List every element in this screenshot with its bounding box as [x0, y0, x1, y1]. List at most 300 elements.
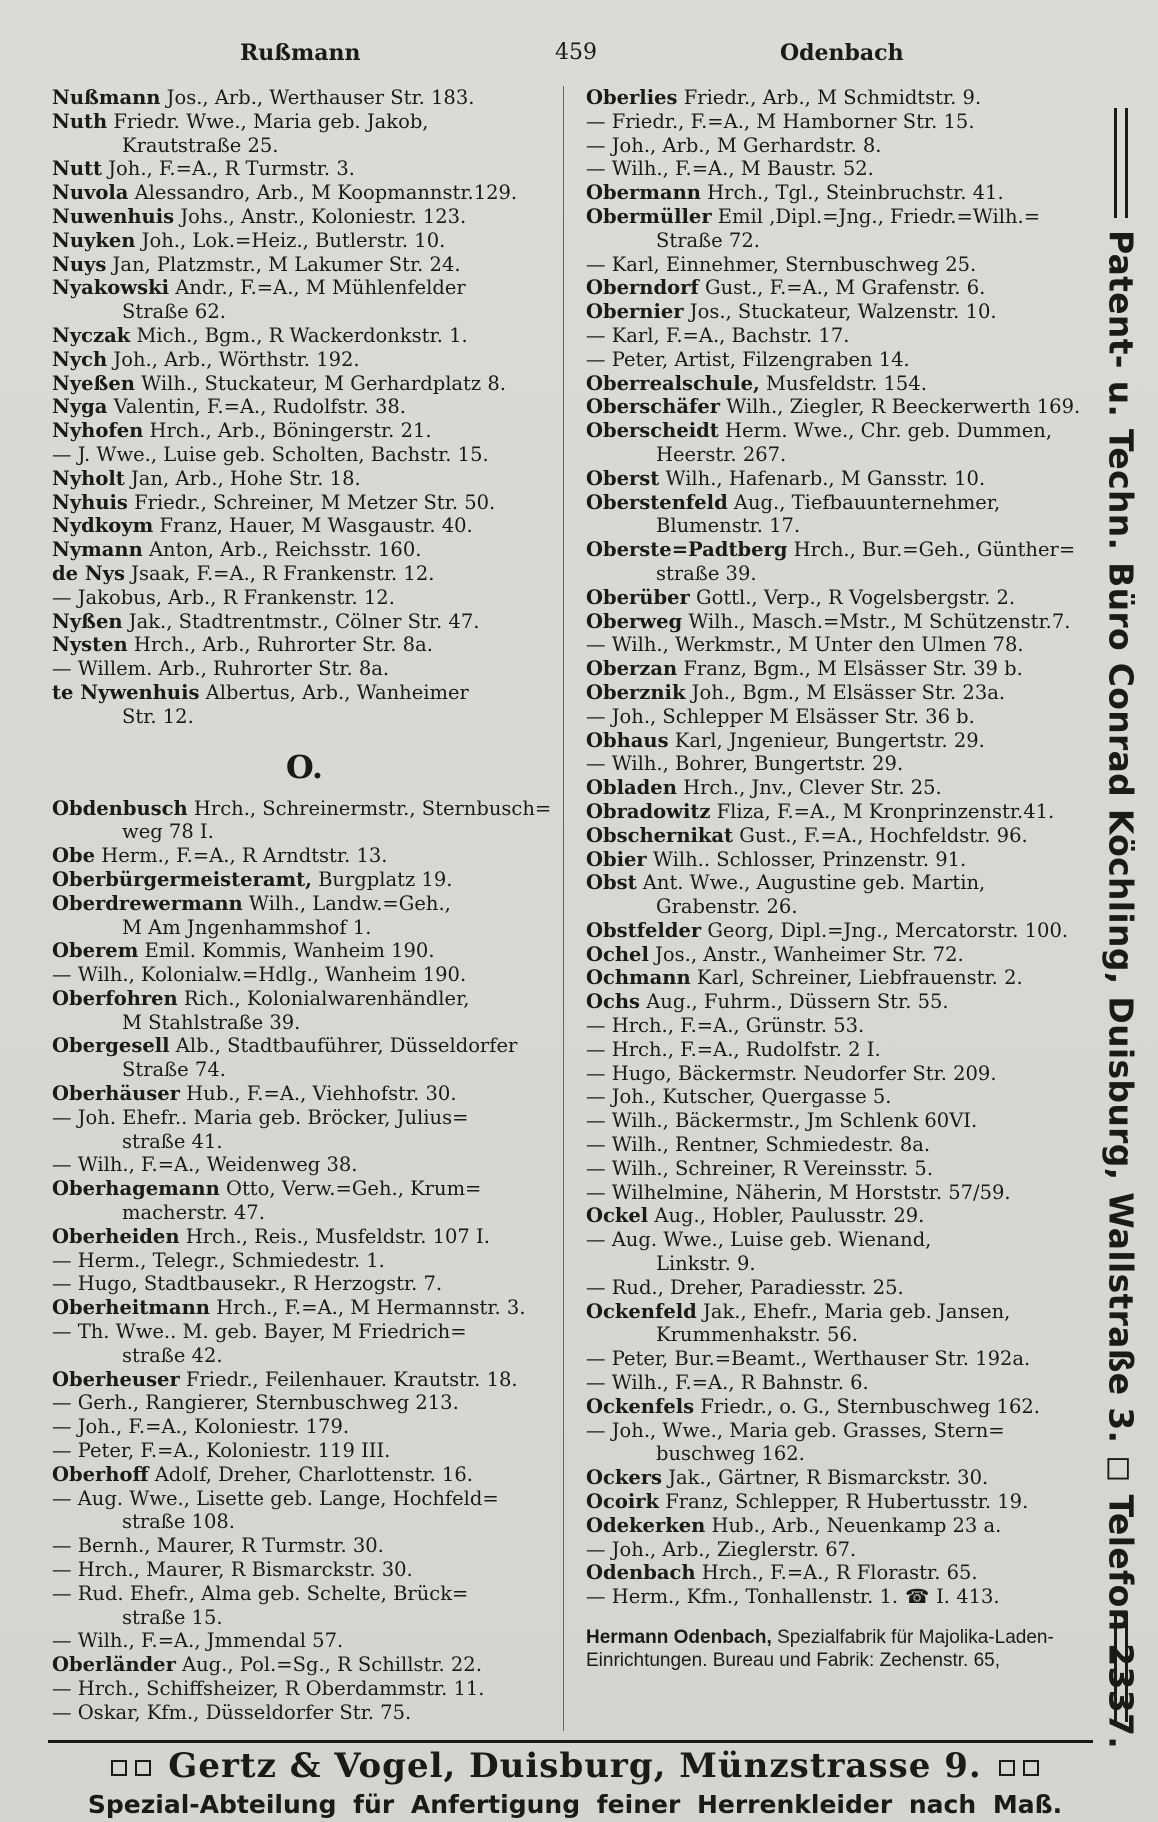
entry-details: Aug., Fuhrm., Düssern Str. 55.	[640, 990, 949, 1014]
entry-surname: Oberheiden	[52, 1224, 180, 1248]
entry-details: — Rud., Dreher, Paradiesstr. 25.	[586, 1275, 904, 1299]
directory-entry	[52, 916, 557, 940]
entry-surname: Oberdrewermann	[52, 891, 243, 915]
directory-entry	[586, 134, 1086, 158]
entry-details: Herm. Wwe., Chr. geb. Dummen,	[718, 419, 1053, 443]
entry-continuation: M Am Jngenhammshof 1.	[122, 915, 372, 939]
directory-entry	[52, 395, 557, 419]
sidebar-advert-text: Patent- u. Techn. Büro Conrad Köchling, Duisburg, Wallstraße 3. ◻ Telefon 2337.	[1101, 230, 1141, 1750]
entry-details: Hrch., F.=A., M Hermannstr. 3.	[209, 1296, 526, 1320]
directory-entry	[586, 752, 1086, 776]
entry-surname: Oberem	[52, 939, 139, 963]
directory-entry	[586, 1109, 1086, 1133]
entry-surname: Obernier	[586, 300, 684, 324]
footer-advert-line1	[55, 1746, 1095, 1786]
entry-continuation: straße 41.	[122, 1129, 223, 1153]
directory-entry	[52, 1130, 557, 1154]
entry-details: — Bernh., Maurer, R Turmstr. 30.	[52, 1534, 384, 1558]
directory-entry	[586, 1585, 1086, 1609]
directory-entry	[52, 657, 557, 681]
directory-entry	[52, 491, 557, 515]
directory-entry	[52, 1439, 557, 1463]
directory-entry	[586, 824, 1086, 848]
entry-details: Joh., Arb., Wörthstr. 192.	[107, 347, 360, 371]
entry-continuation: Blumenstr. 17.	[656, 514, 801, 538]
entry-surname: Oberste=Padtberg	[586, 538, 788, 562]
entry-details: Herm., F.=A., R Arndtstr. 13.	[95, 844, 388, 868]
entry-details: Wilh.. Schlosser, Prinzenstr. 91.	[646, 847, 967, 871]
directory-entry	[586, 1419, 1086, 1443]
square-bullet-icon	[999, 1760, 1015, 1776]
directory-entry	[586, 776, 1086, 800]
entry-details: Friedr., Schreiner, M Metzer Str. 50.	[127, 490, 496, 514]
directory-entry	[52, 844, 557, 868]
directory-entry	[52, 253, 557, 277]
entry-continuation: straße 42.	[122, 1343, 223, 1367]
entry-details: Hrch., Reis., Musfeldstr. 107 I.	[179, 1224, 490, 1248]
entry-surname: Nyczak	[52, 323, 131, 347]
entry-details: Burgplatz 19.	[311, 867, 453, 891]
directory-entry	[52, 1058, 557, 1082]
directory-entry	[586, 1038, 1086, 1062]
directory-entry	[52, 820, 557, 844]
entry-details: — Willem. Arb., Ruhrorter Str. 8a.	[52, 657, 390, 681]
entry-continuation: straße 108.	[122, 1510, 235, 1534]
directory-entry	[52, 1391, 557, 1415]
entry-surname: Nuwenhuis	[52, 204, 175, 228]
directory-entry	[586, 848, 1086, 872]
directory-entry	[52, 1272, 557, 1296]
entry-details: — Wilhelmine, Näherin, M Horststr. 57/59.	[586, 1180, 1011, 1204]
entry-surname: Obe	[52, 844, 96, 868]
entry-details: Gust., F.=A., M Grafenstr. 6.	[698, 276, 986, 300]
directory-entry	[52, 963, 557, 987]
entry-details: — J. Wwe., Luise geb. Scholten, Bachstr. 15.	[52, 442, 489, 466]
page-header	[55, 40, 1075, 70]
directory-entry	[586, 800, 1086, 824]
directory-entry	[586, 1228, 1086, 1252]
directory-entry	[586, 1323, 1086, 1347]
directory-entry	[586, 1204, 1086, 1228]
entry-details: — Karl, Einnehmer, Sternbuschweg 25.	[586, 252, 977, 276]
entry-surname: Oberhagemann	[52, 1177, 220, 1201]
entry-surname: Obier	[586, 847, 647, 871]
right-column	[586, 86, 1086, 1672]
directory-entry	[52, 797, 557, 821]
directory-entry	[52, 1629, 557, 1653]
entry-details: — Wilh., Schreiner, R Vereinsstr. 5.	[586, 1156, 934, 1180]
entry-details: Albertus, Arb., Wanheimer	[199, 680, 469, 704]
entry-surname: Obschernikat	[586, 823, 734, 847]
entry-details: — Hrch., F.=A., Grünstr. 53.	[586, 1014, 865, 1038]
directory-entry	[586, 1252, 1086, 1276]
directory-entry	[586, 491, 1086, 515]
entry-details: Franz, Schlepper, R Hubertusstr. 19.	[659, 1490, 1029, 1514]
directory-entry	[52, 1344, 557, 1368]
entry-surname: Nußmann	[52, 86, 161, 109]
entry-details: Friedr., Feilenhauer. Krautstr. 18.	[179, 1367, 518, 1391]
directory-entry	[52, 229, 557, 253]
entry-details: — Aug. Wwe., Lisette geb. Lange, Hochfeld=	[52, 1486, 499, 1510]
directory-entry	[52, 1534, 557, 1558]
directory-entry	[52, 181, 557, 205]
directory-entry	[586, 372, 1086, 396]
entry-details: Hrch., Tgl., Steinbruchstr. 41.	[700, 181, 1004, 205]
directory-entry	[586, 157, 1086, 181]
entry-surname: te Nywenhuis	[52, 680, 200, 704]
entry-continuation: Krautstraße 25.	[122, 133, 279, 157]
entry-surname: Ockenfeld	[586, 1299, 697, 1323]
entry-surname: Ochs	[586, 990, 641, 1014]
directory-entry	[586, 514, 1086, 538]
entry-details: — Peter, F.=A., Koloniestr. 119 III.	[52, 1439, 391, 1463]
entry-continuation: weg 78 I.	[122, 820, 214, 844]
directory-entry	[586, 276, 1086, 300]
entry-details: Gust., F.=A., Hochfeldstr. 96.	[733, 823, 1028, 847]
entry-surname: Oberüber	[586, 585, 690, 609]
entry-details: Joh., Lok.=Heiz., Butlerstr. 10.	[135, 228, 446, 252]
directory-entry	[586, 1561, 1086, 1585]
directory-entry	[52, 1582, 557, 1606]
directory-entry	[52, 1011, 557, 1035]
entry-details: — Friedr., F.=A., M Hamborner Str. 15.	[586, 109, 975, 133]
directory-entry	[52, 134, 557, 158]
directory-entry	[52, 1177, 557, 1201]
page-number: 459	[555, 40, 597, 65]
entry-surname: Oberzan	[586, 657, 678, 681]
entry-surname: Oberländer	[52, 1653, 176, 1677]
entry-details: — Joh., Arb., M Gerhardstr. 8.	[586, 133, 882, 157]
directory-entry	[586, 205, 1086, 229]
entry-details: — Joh. Ehefr.. Maria geb. Bröcker, Julius=	[52, 1105, 469, 1129]
directory-entry	[586, 943, 1086, 967]
entry-details: Jak., Ehefr., Maria geb. Jansen,	[696, 1299, 1011, 1323]
entry-details: — Rud. Ehefr., Alma geb. Schelte, Brück=	[52, 1581, 469, 1605]
entry-details: Karl, Jngenieur, Bungertstr. 29.	[668, 728, 985, 752]
entry-details: Georg, Dipl.=Jng., Mercatorstr. 100.	[701, 918, 1069, 942]
entry-details: — Jakobus, Arb., R Frankenstr. 12.	[52, 585, 395, 609]
entry-surname: Nyakowski	[52, 276, 169, 300]
entry-details: Hub., Arb., Neuenkamp 23 a.	[705, 1513, 1002, 1537]
entry-continuation: macherstr. 47.	[122, 1201, 265, 1225]
entry-surname: Oberbürgermeisteramt,	[52, 867, 312, 891]
footer-advert-firm: Gertz & Vogel, Duisburg, Münzstrasse 9.	[168, 1746, 982, 1786]
sidebar-advert	[1092, 100, 1150, 1750]
entry-details: Emil ,Dipl.=Jng., Friedr.=Wilh.=	[711, 204, 1041, 228]
directory-entry	[52, 1487, 557, 1511]
entry-surname: Obst	[586, 871, 637, 895]
entry-details: — Wilh., F.=A., Weidenweg 38.	[52, 1153, 358, 1177]
advert-block	[586, 1627, 1086, 1672]
entry-surname: de Nys	[52, 561, 125, 585]
square-bullet-icon	[111, 1760, 127, 1776]
entry-details: Jos., Stuckateur, Walzenstr. 10.	[683, 300, 997, 324]
entry-details: Musfeldstr. 154.	[759, 371, 927, 395]
directory-entry	[586, 1514, 1086, 1538]
directory-entry	[52, 300, 557, 324]
entry-details: — Wilh., Rentner, Schmiedestr. 8a.	[586, 1133, 931, 1157]
entry-details: Mich., Bgm., R Wackerdonkstr. 1.	[130, 323, 468, 347]
directory-entry	[52, 892, 557, 916]
directory-entry	[52, 1153, 557, 1177]
entry-details: Hrch., Schreinermstr., Sternbusch=	[187, 796, 552, 820]
entry-details: Jak., Gärtner, R Bismarckstr. 30.	[662, 1466, 989, 1490]
entry-details: — Joh., Arb., Zieglerstr. 67.	[586, 1537, 857, 1561]
column-divider	[563, 86, 564, 1731]
entry-details: Alb., Stadtbauführer, Düsseldorfer	[169, 1034, 518, 1058]
directory-entry	[586, 348, 1086, 372]
entry-details: — Hugo, Stadtbausekr., R Herzogstr. 7.	[52, 1272, 443, 1296]
entry-details: Hrch., F.=A., R Florastr. 65.	[695, 1561, 978, 1585]
entry-surname: Obermüller	[586, 204, 712, 228]
advert-firm-name: Hermann Odenbach,	[586, 1627, 772, 1648]
entry-surname: Obergesell	[52, 1034, 170, 1058]
directory-entry	[586, 1466, 1086, 1490]
entry-details: — Joh., Wwe., Maria geb. Grasses, Stern=	[586, 1418, 1005, 1442]
directory-entry	[586, 538, 1086, 562]
entry-surname: Oberrealschule,	[586, 371, 760, 395]
entry-surname: Nuys	[52, 252, 107, 276]
square-bullet-icon	[1023, 1760, 1039, 1776]
square-bullet-icon	[135, 1760, 151, 1776]
directory-entry	[586, 419, 1086, 443]
directory-entry	[52, 1463, 557, 1487]
entry-surname: Obermann	[586, 181, 701, 205]
directory-entry	[586, 705, 1086, 729]
header-right-keyword: Odenbach	[780, 40, 904, 66]
entry-details: Ant. Wwe., Augustine geb. Martin,	[636, 871, 986, 895]
entry-details: Friedr., Arb., M Schmidtstr. 9.	[677, 86, 982, 109]
directory-entry	[586, 633, 1086, 657]
entry-details: Friedr., o. G., Sternbuschweg 162.	[694, 1394, 1040, 1418]
directory-entry	[52, 1320, 557, 1344]
directory-entry	[586, 253, 1086, 277]
directory-entry	[52, 157, 557, 181]
directory-entry	[586, 1062, 1086, 1086]
entry-details: Wilh., Landw.=Geh.,	[242, 891, 451, 915]
entry-surname: Oberstenfeld	[586, 490, 728, 514]
entry-continuation: Straße 74.	[122, 1058, 226, 1082]
section-letter: O.	[285, 747, 324, 786]
entry-surname: Nymann	[52, 538, 143, 562]
directory-entry	[586, 1085, 1086, 1109]
directory-entry	[586, 229, 1086, 253]
directory-entry	[586, 110, 1086, 134]
entry-surname: Odenbach	[586, 1561, 696, 1585]
entry-details: Joh., Bgm., M Elsässer Str. 23a.	[685, 680, 1006, 704]
directory-entry	[52, 868, 557, 892]
directory-entry	[586, 610, 1086, 634]
entry-details: — Wilh., Werkmstr., M Unter den Ulmen 78.	[586, 633, 1024, 657]
directory-entry	[52, 1225, 557, 1249]
directory-entry	[586, 657, 1086, 681]
entry-surname: Nydkoym	[52, 514, 154, 538]
entry-details: — Herm., Kfm., Tonhallenstr. 1.	[586, 1585, 899, 1609]
entry-surname: Nysten	[52, 633, 128, 657]
entry-continuation: Straße 72.	[656, 228, 760, 252]
directory-entry	[586, 681, 1086, 705]
directory-entry	[52, 1106, 557, 1130]
directory-entry	[52, 1368, 557, 1392]
directory-entry	[586, 300, 1086, 324]
entry-details: Aug., Pol.=Sg., R Schillstr. 22.	[175, 1653, 482, 1677]
entry-details: Hrch., Arb., Ruhrorter Str. 8a.	[127, 633, 433, 657]
directory-entry	[586, 1395, 1086, 1419]
entry-details: — Joh., Schlepper M Elsässer Str. 36 b.	[586, 704, 975, 728]
directory-entry	[52, 562, 557, 586]
entry-surname: Oberschäfer	[586, 395, 721, 419]
entry-surname: Oberheuser	[52, 1367, 180, 1391]
entry-details: Jan, Platzmstr., M Lakumer Str. 24.	[106, 252, 461, 276]
directory-entry	[52, 276, 557, 300]
directory-entry	[52, 1653, 557, 1677]
directory-entry	[586, 443, 1086, 467]
entry-surname: Oberst	[586, 466, 660, 490]
entry-continuation: straße 39.	[656, 561, 757, 585]
entry-details: Hrch., Jnv., Clever Str. 25.	[676, 776, 942, 800]
directory-entry	[52, 86, 557, 110]
directory-entry	[52, 681, 557, 705]
directory-entry	[586, 1014, 1086, 1038]
directory-entry	[586, 1442, 1086, 1466]
entry-surname: Nuyken	[52, 228, 136, 252]
entry-surname: Oberhoff	[52, 1462, 149, 1486]
entry-details: Aug., Tiefbauunternehmer,	[727, 490, 1001, 514]
entry-details: Hub., F.=A., Viehhofstr. 30.	[179, 1082, 457, 1106]
entry-surname: Nuvola	[52, 181, 129, 205]
entry-details: Jak., Stadtrentmstr., Cölner Str. 47.	[122, 609, 480, 633]
entry-continuation: Linkstr. 9.	[656, 1252, 756, 1276]
entry-surname: Ockel	[586, 1204, 649, 1228]
directory-entry	[52, 610, 557, 634]
entry-details: Hrch., Bur.=Geh., Günther=	[787, 538, 1076, 562]
entry-continuation: Grabenstr. 26.	[656, 895, 798, 919]
directory-entry	[586, 1300, 1086, 1324]
entry-surname: Obladen	[586, 776, 677, 800]
directory-entry	[52, 514, 557, 538]
entry-continuation: M Stahlstraße 39.	[122, 1010, 301, 1034]
entry-surname: Nyhofen	[52, 419, 144, 443]
entry-details: — Wilh., F.=A., Jmmendal 57.	[52, 1629, 344, 1653]
directory-entry	[52, 1249, 557, 1273]
entry-surname: Oberznik	[586, 680, 686, 704]
entry-details: Alessandro, Arb., M Koopmannstr.129.	[128, 181, 518, 205]
entry-surname: Oberweg	[586, 609, 683, 633]
directory-entry	[586, 1133, 1086, 1157]
entry-details: Aug., Hobler, Paulusstr. 29.	[648, 1204, 925, 1228]
directory-entry	[52, 633, 557, 657]
entry-surname: Nyßen	[52, 609, 123, 633]
directory-entry	[586, 1490, 1086, 1514]
directory-entry	[52, 987, 557, 1011]
directory-entry	[586, 467, 1086, 491]
directory-entry	[52, 538, 557, 562]
directory-entry	[52, 1034, 557, 1058]
entry-details: — Hugo, Bäckermstr. Neudorfer Str. 209.	[586, 1061, 997, 1085]
entry-surname: Oberscheidt	[586, 419, 719, 443]
entry-details: Hrch., Arb., Böningerstr. 21.	[143, 419, 432, 443]
directory-entry	[586, 395, 1086, 419]
entry-details: — Wilh., F.=A., R Bahnstr. 6.	[586, 1371, 869, 1395]
entry-details: Wilh., Masch.=Mstr., M Schützenstr.7.	[682, 609, 1071, 633]
entry-surname: Nyga	[52, 395, 108, 419]
directory-entry	[52, 1606, 557, 1630]
entry-details: Joh., F.=A., R Turmstr. 3.	[102, 157, 355, 181]
entry-details: Andr., F.=A., M Mühlenfelder	[169, 276, 466, 300]
entry-surname: Obdenbusch	[52, 796, 188, 820]
directory-entry	[586, 919, 1086, 943]
entry-details: Anton, Arb., Reichsstr. 160.	[142, 538, 422, 562]
entry-details: — Hrch., Schiffsheizer, R Oberdammstr. 11.	[52, 1677, 485, 1700]
directory-entry	[586, 1347, 1086, 1371]
directory-entry	[52, 1677, 557, 1701]
entry-details: Franz, Hauer, M Wasgaustr. 40.	[153, 514, 473, 538]
double-rule-top	[1114, 108, 1128, 218]
telephone-icon: ☎	[904, 1585, 930, 1609]
entry-details: — Peter, Artist, Filzengraben 14.	[586, 347, 910, 371]
entry-surname: Oberndorf	[586, 276, 699, 300]
directory-entry	[586, 1157, 1086, 1181]
entry-details: — Aug. Wwe., Luise geb. Wienand,	[586, 1228, 932, 1252]
entry-surname: Ockers	[586, 1466, 663, 1490]
directory-entry	[52, 110, 557, 134]
entry-details: — Wilh., Kolonialw.=Hdlg., Wanheim 190.	[52, 963, 467, 987]
directory-entry	[52, 467, 557, 491]
footer-divider	[48, 1740, 1093, 1743]
header-left-keyword: Rußmann	[240, 40, 361, 66]
entry-continuation: buschweg 162.	[656, 1442, 805, 1466]
directory-entry	[52, 1510, 557, 1534]
entry-continuation: Straße 62.	[122, 300, 226, 324]
directory-entry	[52, 939, 557, 963]
entry-details: — Joh., F.=A., Koloniestr. 179.	[52, 1415, 350, 1439]
entry-continuation: Heerstr. 267.	[656, 442, 787, 466]
entry-details: — Hrch., F.=A., Rudolfstr. 2 I.	[586, 1037, 881, 1061]
entry-details: — Hrch., Maurer, R Bismarckstr. 30.	[52, 1558, 413, 1582]
entry-details: — Joh., Kutscher, Quergasse 5.	[586, 1085, 892, 1109]
entry-surname: Nutt	[52, 157, 103, 181]
entry-details: — Karl, F.=A., Bachstr. 17.	[586, 323, 850, 347]
directory-entry	[586, 966, 1086, 990]
entry-details: Franz, Bgm., M Elsässer Str. 39 b.	[677, 657, 1023, 681]
directory-entry	[586, 1538, 1086, 1562]
entry-details: Emil. Kommis, Wanheim 190.	[138, 939, 435, 963]
entry-details: Karl, Schreiner, Liebfrauenstr. 2.	[690, 966, 1023, 990]
entry-surname: Ochmann	[586, 966, 691, 990]
directory-entry	[52, 1415, 557, 1439]
entry-surname: Nyeßen	[52, 371, 135, 395]
directory-entry	[52, 324, 557, 348]
directory-entry	[52, 586, 557, 610]
entry-details: — Wilh., Bohrer, Bungertstr. 29.	[586, 752, 904, 776]
directory-entry	[52, 1201, 557, 1225]
telephone-number: I. 413.	[936, 1585, 1000, 1609]
entry-surname: Obradowitz	[586, 799, 711, 823]
directory-entry	[586, 729, 1086, 753]
directory-entry	[52, 1558, 557, 1582]
entry-surname: Ockenfels	[586, 1394, 695, 1418]
entry-surname: Obstfelder	[586, 918, 702, 942]
advert-description: Spezialfabrik für Majolika-Laden-Einrichtungen. Bureau und Fabrik: Zechenstr. 65,	[586, 1627, 1054, 1671]
entry-surname: Nych	[52, 347, 108, 371]
directory-entry	[52, 348, 557, 372]
entry-surname: Nyhuis	[52, 490, 128, 514]
entry-details: Friedr. Wwe., Maria geb. Jakob,	[107, 109, 429, 133]
directory-entry	[586, 562, 1086, 586]
entry-details: Jsaak, F.=A., R Frankenstr. 12.	[124, 561, 435, 585]
entry-details: Fliza, F.=A., M Kronprinzenstr.41.	[710, 799, 1055, 823]
entry-details: Valentin, F.=A., Rudolfstr. 38.	[107, 395, 406, 419]
